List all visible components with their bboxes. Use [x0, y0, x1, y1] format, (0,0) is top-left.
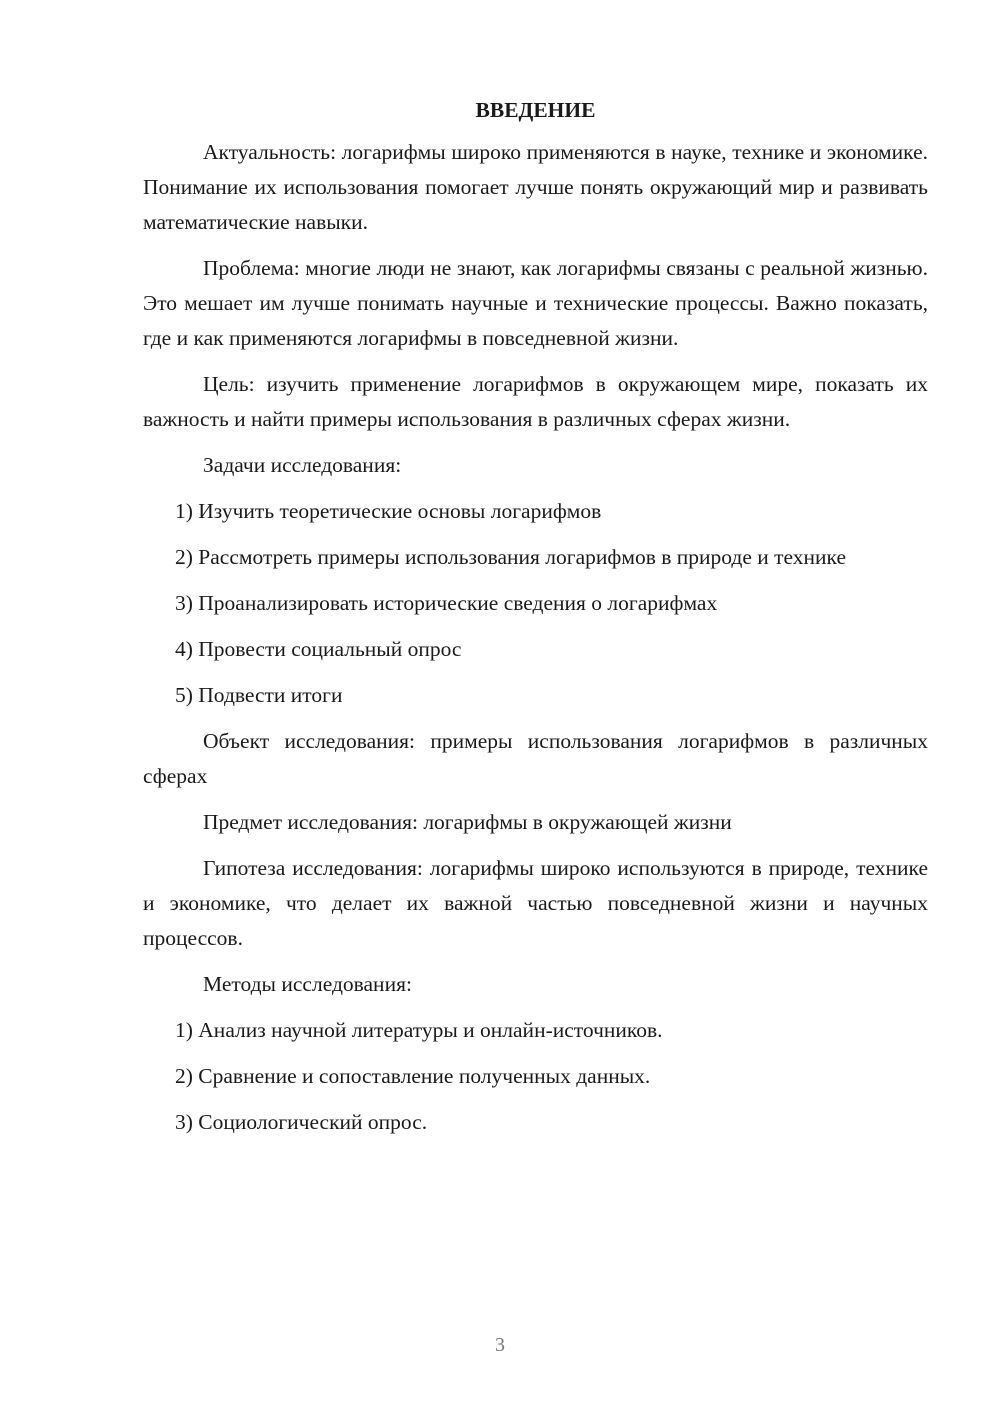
- hypothesis-paragraph: Гипотеза исследования: логарифмы широко используются в природе, технике и экономике, что делает их важной частью повседневной жизни и научных процессов.: [143, 856, 928, 950]
- object-paragraph: Объект исследования: примеры использования логарифмов в различных сферах: [143, 729, 928, 788]
- relevance-paragraph: Актуальность: логарифмы широко применяются в науке, технике и экономике. Понимание их использования помогает лучше понять окружающий мир и развивать математические навыки.: [143, 140, 928, 234]
- task-item-4: 4) Провести социальный опрос: [175, 637, 462, 661]
- task-item-3: 3) Проанализировать исторические сведения о логарифмах: [175, 591, 718, 615]
- task-item-5: 5) Подвести итоги: [175, 683, 343, 707]
- task-item-2: 2) Рассмотреть примеры использования логарифмов в природе и технике: [175, 545, 846, 569]
- method-item-3: 3) Социологический опрос.: [175, 1110, 428, 1134]
- problem-paragraph: Проблема: многие люди не знают, как логарифмы связаны с реальной жизнью. Это мешает им лучше понимать научные и технические процессы. Важно показать, где и как применяются логарифмы в повседневной жизни.: [143, 256, 928, 350]
- page-number: 3: [495, 1334, 505, 1356]
- section-title: ВВЕДЕНИЕ: [475, 98, 596, 122]
- task-item-1: 1) Изучить теоретические основы логарифмов: [175, 499, 602, 523]
- goal-paragraph: Цель: изучить применение логарифмов в окружающем мире, показать их важность и найти примеры использования в различных сферах жизни.: [143, 372, 928, 431]
- method-item-1: 1) Анализ научной литературы и онлайн-источников.: [175, 1018, 663, 1042]
- subject-paragraph: Предмет исследования: логарифмы в окружающей жизни: [203, 810, 732, 834]
- tasks-heading: Задачи исследования:: [203, 453, 402, 477]
- methods-heading: Методы исследования:: [203, 972, 412, 996]
- method-item-2: 2) Сравнение и сопоставление полученных данных.: [175, 1064, 651, 1088]
- document-page: [143, 96, 928, 1151]
